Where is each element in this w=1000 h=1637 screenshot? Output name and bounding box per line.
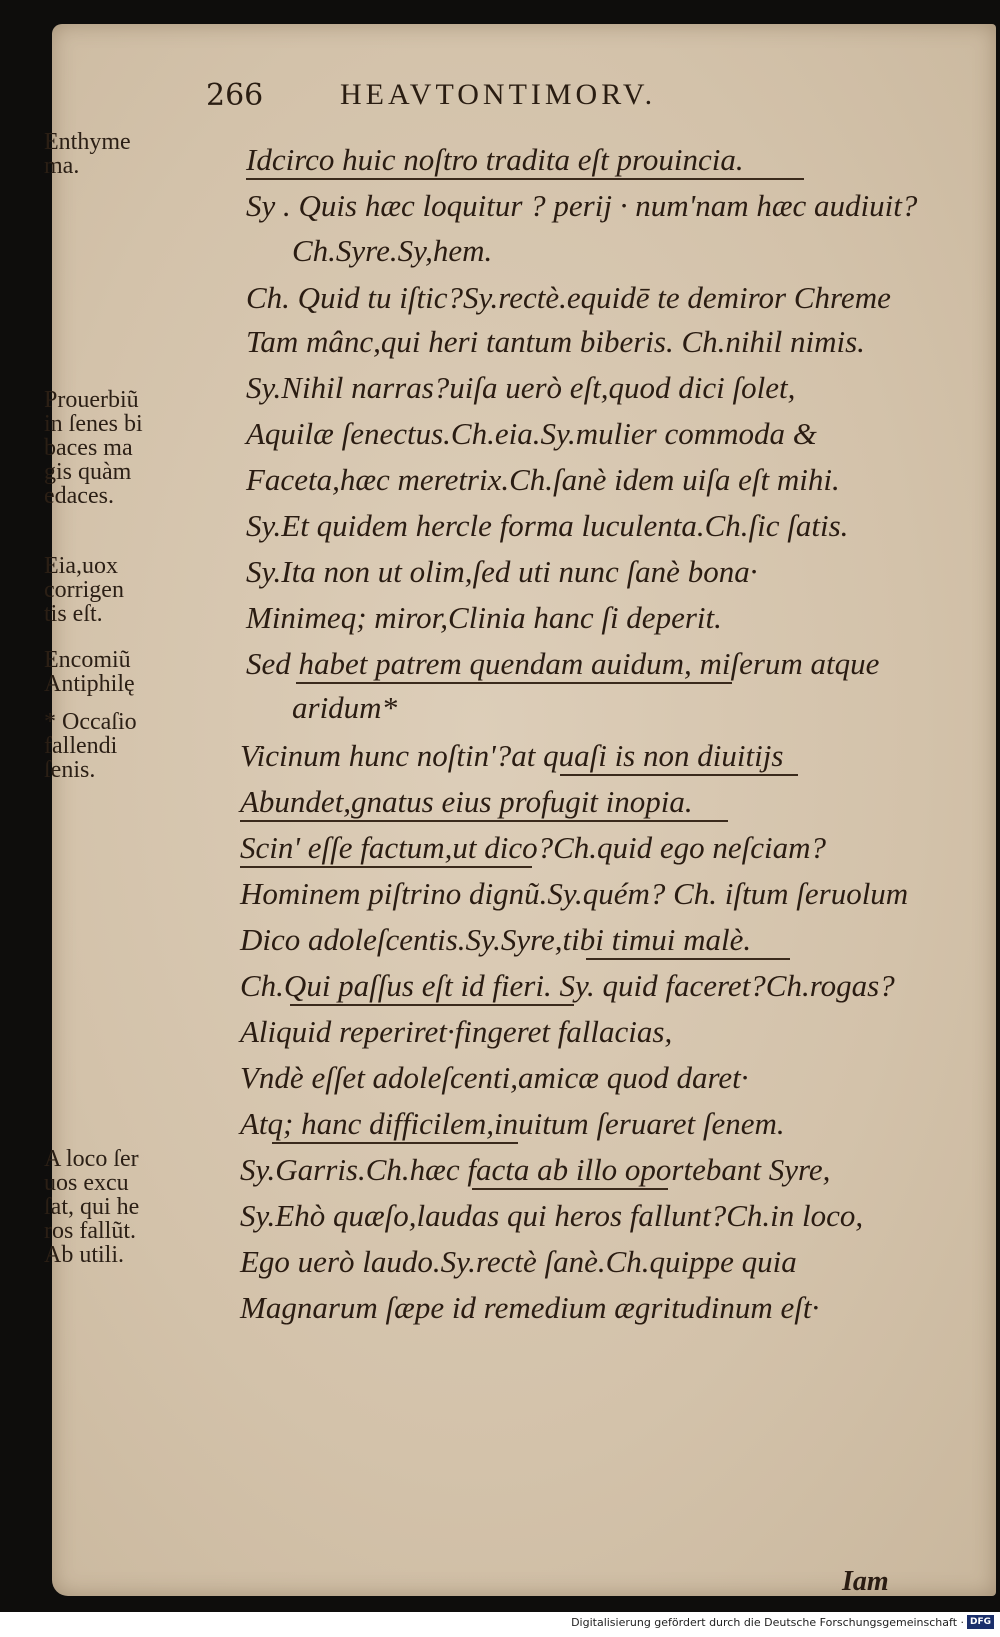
running-title: HEAVTONTIMORV.: [340, 78, 657, 111]
ink-underline: [240, 866, 532, 868]
verse-line: Faceta,hæc meretrix.Ch.ſanè idem uiſa eſt mihi.: [246, 462, 840, 497]
ink-underline: [296, 682, 732, 684]
verse-line: Dico adoleſcentis.Sy.Syre,tibi timui malè.: [240, 922, 752, 957]
verse-line: Sy.Garris.Ch.hæc facta ab illo oportebant Syre,: [240, 1152, 831, 1187]
verse-line: Ch. Quid tu iſtic?Sy.rectè.equidē te demiror Chreme: [246, 280, 891, 315]
verse-line: Ch.Qui paſſus eſt id fieri. Sy. quid faceret?Ch.rogas?: [240, 968, 895, 1003]
margin-note: * Occaſio fallendi ſenis.: [44, 709, 137, 783]
verse-line: Minimeq; miror,Clinia hanc ſi deperit.: [246, 600, 722, 635]
verse-line: aridum*: [292, 690, 398, 725]
dfg-logo: DFG: [967, 1615, 994, 1629]
ink-underline: [246, 178, 804, 180]
margin-note: Prouerbiũ in ſenes bi baces ma gis quàm edaces.: [44, 387, 143, 509]
margin-note: Eia,uox corrigen tis eſt.: [44, 553, 124, 627]
verse-line: Abundet,gnatus eius profugit inopia.: [240, 784, 693, 819]
verse-line: Sy.Ehò quæſo,laudas qui heros fallunt?Ch.in loco,: [240, 1198, 864, 1233]
verse-line: Sy . Quis hæc loquitur ? perij · num'nam hæc audiuit?: [246, 188, 918, 223]
verse-line: Tam mânc,qui heri tantum biberis. Ch.nihil nimis.: [246, 324, 865, 359]
ink-underline: [240, 820, 728, 822]
verse-line: Aliquid reperiret·fingeret fallacias,: [240, 1014, 673, 1049]
ink-underline: [586, 958, 790, 960]
page-header: [0, 74, 944, 124]
ink-underline: [472, 1188, 668, 1190]
footer-credit: Digitalisierung gefördert durch die Deutsche Forschungsgemeinschaft ·: [571, 1616, 964, 1629]
verse-line: Idcirco huic noſtro tradita eſt prouincia.: [246, 142, 744, 177]
catchword: Iam: [842, 1566, 889, 1597]
verse-line: Scin' eſſe factum,ut dico?Ch.quid ego neſciam?: [240, 830, 827, 865]
verse-line: Atq; hanc difficilem,inuitum ſeruaret ſenem.: [240, 1106, 785, 1141]
verse-line: Sy.Et quidem hercle forma luculenta.Ch.ſic ſatis.: [246, 508, 849, 543]
verse-line: Aquilæ ſenectus.Ch.eia.Sy.mulier commoda &: [246, 416, 817, 451]
margin-note: Encomiũ Antiphilę: [44, 647, 135, 697]
verse-line: Vicinum hunc noſtin'?at quaſi is non diuitijs: [240, 738, 784, 773]
verse-line: Ego uerò laudo.Sy.rectè ſanè.Ch.quippe quia: [240, 1244, 797, 1279]
verse-line: Vndè eſſet adoleſcenti,amicæ quod daret·: [240, 1060, 749, 1095]
verse-line: Sed habet patrem quendam auidum, miſerum atque: [246, 646, 880, 681]
verse-line: Sy.Nihil narras?uiſa uerò eſt,quod dici ſolet,: [246, 370, 796, 405]
ink-underline: [290, 1004, 574, 1006]
verse-line: Ch.Syre.Sy,hem.: [292, 233, 493, 268]
page-number: 266: [206, 78, 264, 113]
margin-note: Enthyme ma.: [44, 129, 131, 179]
ink-underline: [560, 774, 798, 776]
verse-line: Magnarum ſæpe id remedium ægritudinum eſt·: [240, 1290, 820, 1325]
verse-line: Hominem piſtrino dignũ.Sy.quém? Ch. iſtum ſeruolum: [240, 876, 909, 911]
ink-underline: [272, 1142, 518, 1144]
margin-note: A loco ſer uos excu ſat, qui he ros fallũt. Ab utili.: [44, 1146, 140, 1268]
verse-line: Sy.Ita non ut olim,ſed uti nunc ſanè bona·: [246, 554, 758, 589]
